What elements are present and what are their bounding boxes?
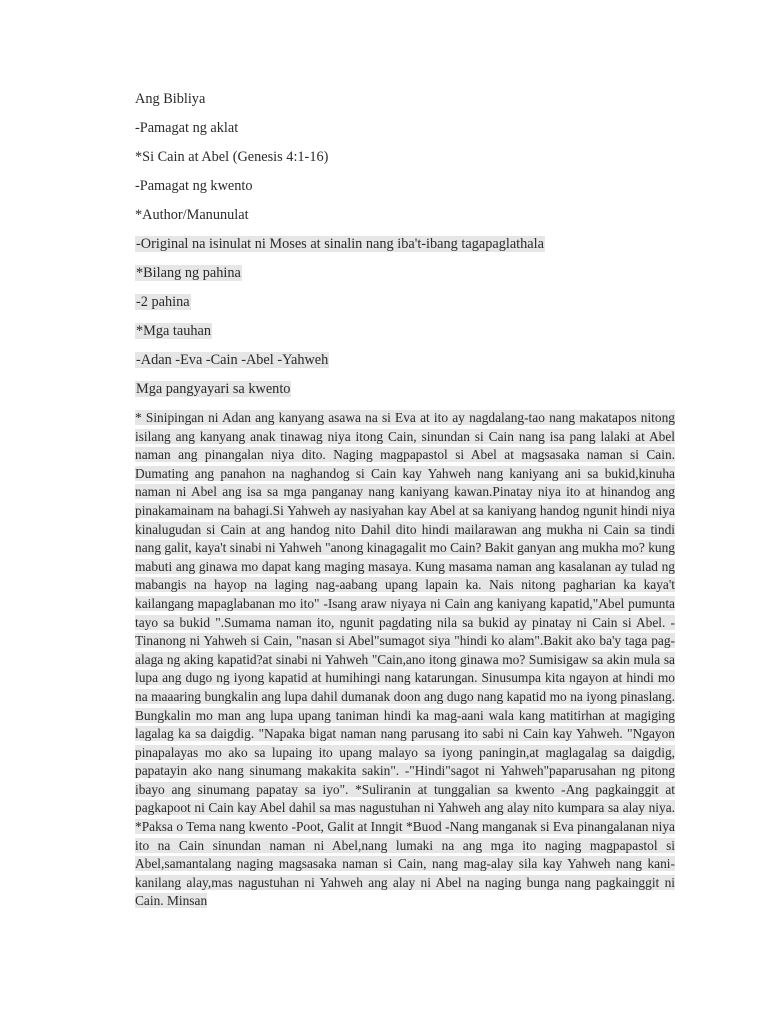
story-paragraph — [135, 409, 675, 911]
doc-line-8 — [135, 293, 675, 311]
document-page — [135, 90, 675, 911]
doc-line-3 — [135, 148, 675, 166]
doc-line-11 — [135, 380, 675, 398]
doc-line-5-text: *Author/Manunulat — [135, 207, 249, 223]
doc-line-2 — [135, 119, 675, 137]
doc-line-10-text: -Adan -Eva -Cain -Abel -Yahweh — [136, 352, 329, 368]
doc-line-7-text: *Bilang ng pahina — [136, 265, 241, 281]
doc-line-5 — [135, 206, 675, 224]
doc-line-1 — [135, 90, 675, 108]
doc-line-9 — [135, 322, 675, 340]
doc-line-9-text: *Mga tauhan — [136, 323, 212, 339]
doc-line-3-text: *Si Cain at Abel (Genesis 4:1-16) — [135, 149, 329, 165]
story-paragraph-text: * Sinipingan ni Adan ang kanyang asawa na si Eva at ito ay nagdalang-tao nang makatapos nitong isilang ang kanyang anak tinawag niya itong Cain, sinundan si Cain nang isa pang lalaki at Abel naman ang pinangalan niya dito. Naging magpapastol si Abel at magsasaka naman si Cain. Dumating ang panahon na naghandog si Cain kay Yahweh nang kaniyang ani sa bukid,kinuha naman ni Abel ang isa sa mga panganay nang kaniyang kawan.Pinatay niya ito at hinandog ang pinakamainam na bahagi.Si Yahweh ay nasiyahan kay Abel at sa kaniyang handog ngunit hindi niya kinalugudan si Cain at ang handog nito Dahil dito hindi mailarawan ang mukha ni Cain sa tindi nang galit, kaya't sinabi ni Yahweh "anong kinagagalit mo Cain? Bakit ganyan ang mukha mo? kung mabuti ang ginawa mo dapat kang maging masaya. Kung masama naman ang kasalanan ay tulad ng mabangis na hayop na laging nag-aabang upang lapain ka. Nais nitong pagharian ka kaya't kailangang mapaglabanan mo ito" -Isang araw niyaya ni Cain ang kaniyang kapatid,"Abel pumunta tayo sa bukid ".Sumama naman ito, ngunit pagdating nila sa bukid ay pinatay ni Cain si Abel. -Tinanong ni Yahweh si Cain, "nasan si Abel"sumagot siya "hindi ko alam".Bakit ako ba'y taga pag-alaga ng aking kapatid?at sinabi ni Yahweh "Cain,ano itong ginawa mo? Sumisigaw sa akin mula sa lupa ang dugo ng iyong kapatid at humihingi nang katarungan. Sinusumpa kita ngayon at hindi mo na maaaring bungkalin ang lupa dahil dumanak doon ang dugo nang kapatid mo na iyong pinaslang. Bungkalin mo man ang lupa upang taniman hindi ka mag-aani wala kang matitirhan at magiging lagalag ka sa daigdig. "Napaka bigat naman nang parusang ito sabi ni Cain kay Yahweh. "Ngayon pinapalayas mo ako sa lupaing ito upang malayo sa iyong paningin,at maglagalag sa daigdig, papatayin ako nang sinumang makakita sakin". -"Hindi"sagot ni Yahweh"paparusahan ng pitong ibayo ang sinumang papatay sa iyo". *Suliranin at tunggalian sa kwento -Ang pagkainggit at pagkapoot ni Cain kay Abel dahil sa mas nagustuhan ni Yahweh ang alay nito kumpara sa alay niya. *Paksa o Tema nang kwento -Poot, Galit at Inngit *Buod -Nang manganak si Eva pinangalanan niya ito na Cain sinundan naman ni Abel,nang lumaki na ang mga ito naging magpapastol si Abel,samantalang naging magsasaka naman si Cain, nang mag-alay sila kay Yahweh nang kani-kanilang alay,mas nagustuhan ni Yahweh ang alay ni Abel na naging bunga nang pagkainggit ni Cain. Minsan — [135, 410, 675, 909]
doc-line-6-text: -Original na isinulat ni Moses at sinalin nang iba't-ibang tagapaglathala — [136, 236, 544, 252]
doc-line-1-text: Ang Bibliya — [135, 91, 206, 107]
doc-line-2-text: -Pamagat ng aklat — [135, 120, 239, 136]
doc-line-11-text: Mga pangyayari sa kwento — [136, 381, 291, 397]
doc-line-4-text: -Pamagat ng kwento — [135, 178, 253, 194]
doc-line-8-text: -2 pahina — [136, 294, 190, 310]
doc-line-10 — [135, 351, 675, 369]
doc-line-7 — [135, 264, 675, 282]
doc-line-4 — [135, 177, 675, 195]
doc-line-6 — [135, 235, 675, 253]
